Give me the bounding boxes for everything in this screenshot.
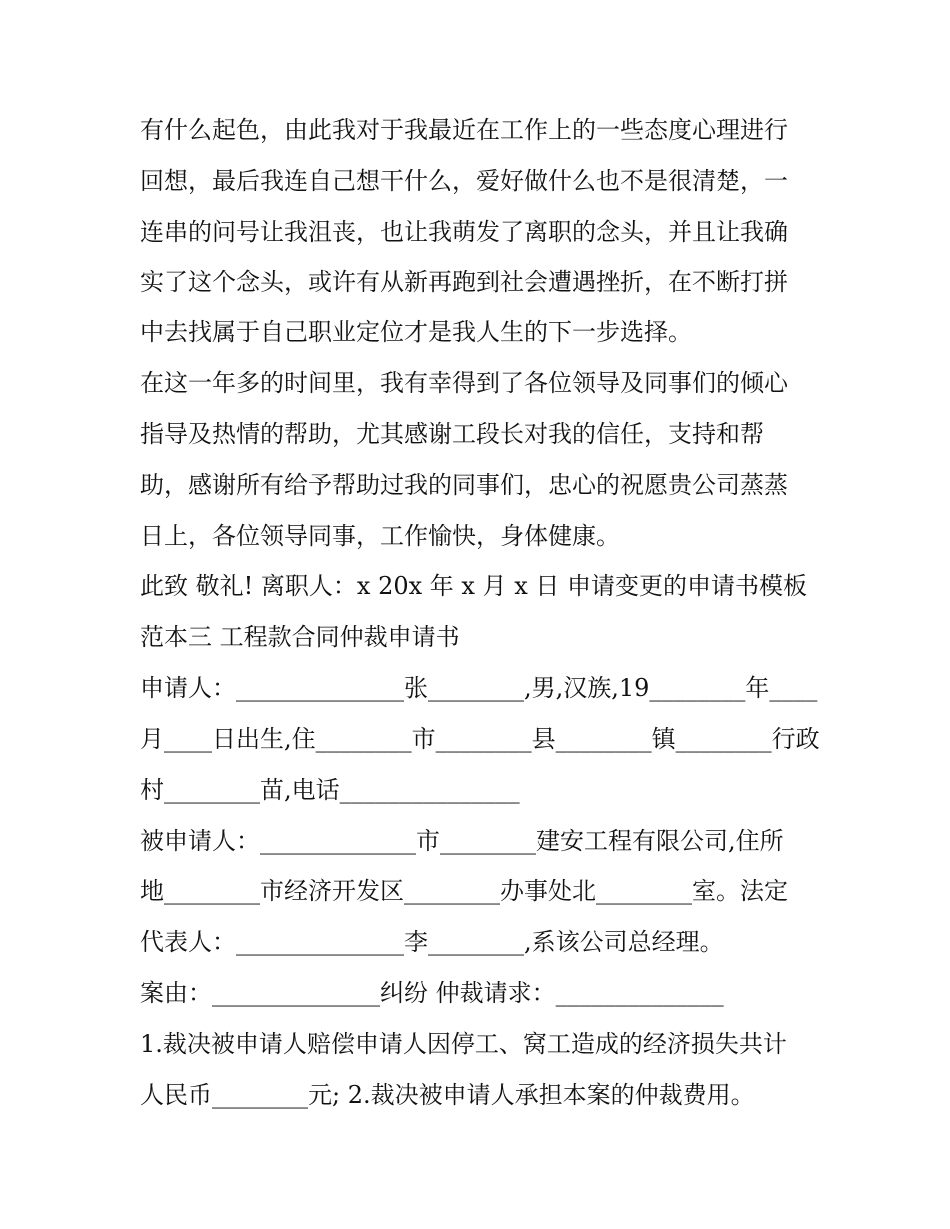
text-line: 指导及热情的帮助，尤其感谢工段长对我的信任，支持和帮 — [140, 420, 764, 448]
text-line: 在这一年多的时间里，我有幸得到了各位领导及同事们的倾心 — [140, 369, 788, 397]
text-line: 日上，各位领导同事，工作愉快，身体健康。 — [140, 522, 620, 550]
text-line: 实了这个念头，或许有从新再跑到社会遭遇挫折，在不断打拼 — [140, 268, 788, 296]
text-line: 村________苗,电话_______________ — [140, 776, 520, 804]
text-line: 连串的问号让我沮丧，也让我萌发了离职的念头，并且让我确 — [140, 218, 788, 246]
text-line: 中去找属于自己职业定位才是我人生的下一步选择。 — [140, 318, 692, 346]
text-line: 人民币________元; 2.裁决被申请人承担本案的仲裁费用。 — [140, 1081, 755, 1109]
text-line: 有什么起色，由此我对于我最近在工作上的一些态度心理进行 — [140, 116, 788, 144]
text-line: 范本三 工程款合同仲裁申请书 — [140, 623, 460, 651]
text-line: 月____日出生,住________市________县________镇________行政 — [140, 725, 820, 753]
text-line: 代表人：______________李________,系该公司总经理。 — [140, 928, 724, 956]
text-line: 1.裁决被申请人赔偿申请人因停工、窝工造成的经济损失共计 — [140, 1030, 787, 1058]
text-line: 地________市经济开发区________办事处北________室。法定 — [140, 877, 788, 905]
text-line: 此致 敬礼! 离职人：x 20x 年 x 月 x 日 申请变更的申请书模板 — [140, 572, 807, 600]
text-line: 案由：______________纠纷 仲裁请求：______________ — [140, 979, 724, 1007]
text-line: 申请人：______________张________,男,汉族,19________年____ — [140, 674, 818, 702]
text-line: 助，感谢所有给予帮助过我的同事们，忠心的祝愿贵公司蒸蒸 — [140, 471, 788, 499]
text-line: 被申请人：_____________市________建安工程有限公司,住所 — [140, 827, 784, 855]
text-line: 回想，最后我连自己想干什么，爱好做什么也不是很清楚，一 — [140, 167, 788, 195]
